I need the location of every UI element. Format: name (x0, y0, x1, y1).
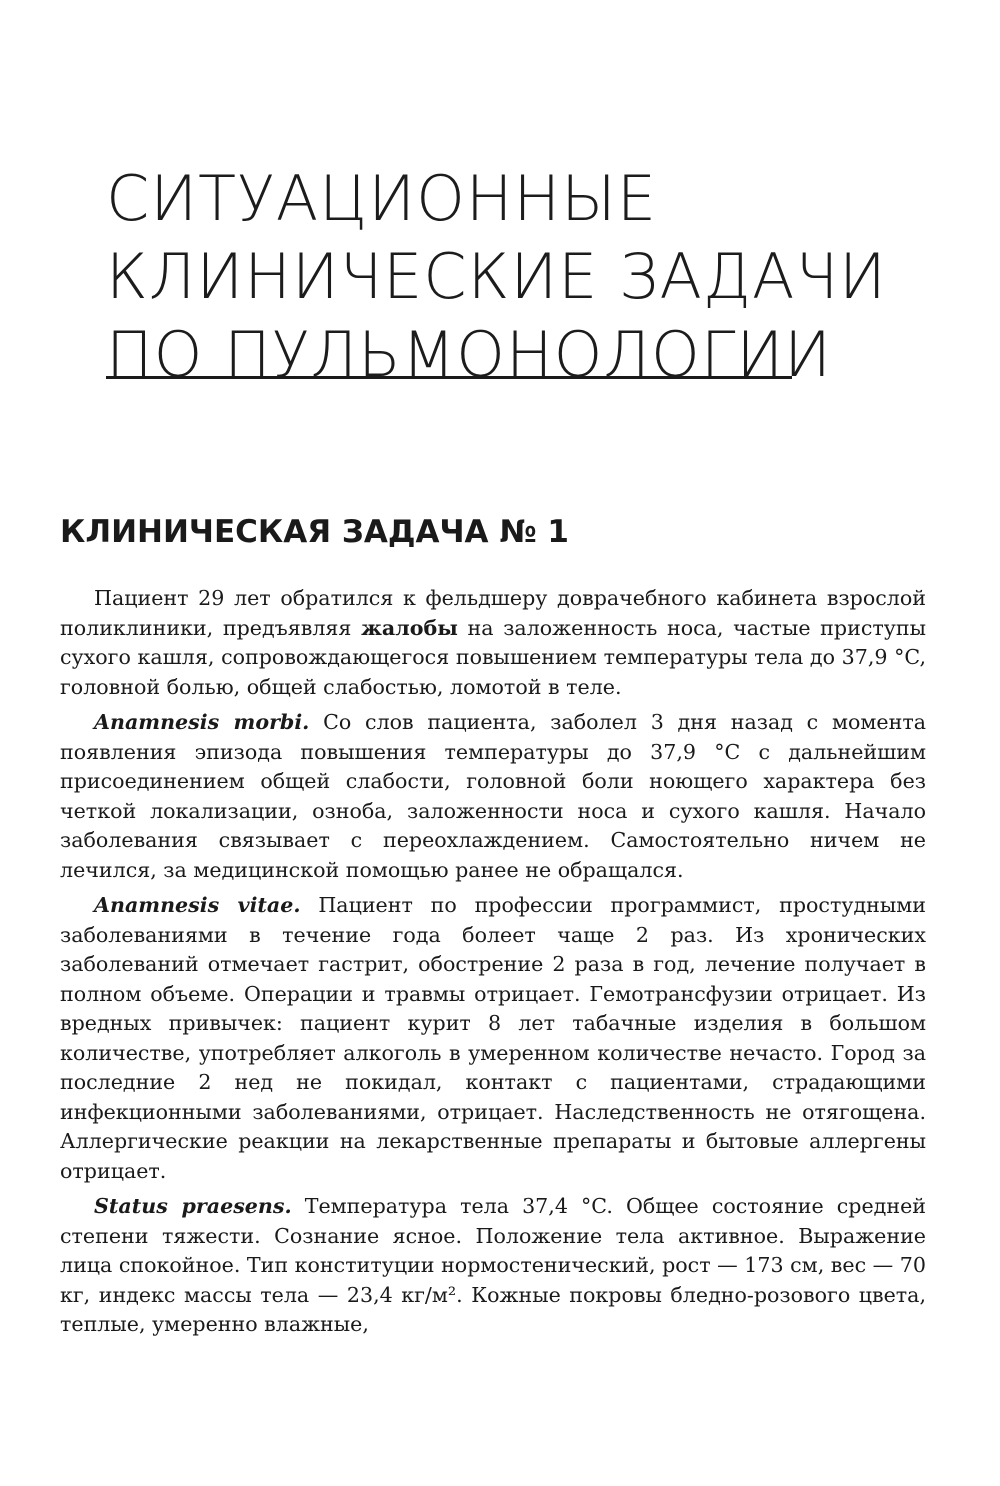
complaints-text-end: на заложенность носа, частые приступы сухого кашля, сопровождающегося повышением температуры тела до 37,9 °C, головной болью, общей слабостью, ломотой в теле. (60, 615, 926, 699)
anamnesis-morbi-term: Anamnesis morbi. (94, 710, 310, 734)
chapter-title-line-2: КЛИНИЧЕСКИЕ ЗАДАЧИ (106, 240, 887, 313)
task-body (60, 584, 926, 1346)
complaints-paragraph (60, 584, 926, 702)
chapter-title (106, 160, 886, 394)
title-underline-divider (106, 376, 792, 379)
chapter-title-line-1: СИТУАЦИОННЫЕ (106, 162, 658, 235)
anamnesis-vitae-term: Anamnesis vitae. (94, 893, 301, 917)
status-praesens-term: Status praesens. (94, 1194, 292, 1218)
anamnesis-morbi-paragraph (60, 708, 926, 885)
status-praesens-paragraph (60, 1192, 926, 1340)
anamnesis-vitae-text: Пациент по профессии программист, простудными заболеваниями в течение года болеет чаще 2 раз. Из хронических заболеваний отмечает гастрит, обострение 2 раза в год, лечение получает в полном объеме. Операции и травмы отрицает. Гемотрансфузии отрицает. Из вредных привычек: пациент курит 8 лет табачные изделия в большом количестве, употребляет алкоголь в умеренном количестве нечасто. Город за последние 2 нед не покидал, контакт с пациентами, страдающими инфекционными заболеваниями, отрицает. Наследственность не отягощена. Аллергические реакции на лекарственные препараты и бытовые аллергены отрицает. (60, 893, 927, 1183)
complaints-keyword: жалобы (361, 615, 458, 640)
complaints-text-start: Пациент 29 лет обратился к фельдшеру доврачебного кабинета взрослой поликлиники, предъявляя (60, 586, 926, 640)
task-heading: КЛИНИЧЕСКАЯ ЗАДАЧА № 1 (60, 514, 570, 550)
anamnesis-morbi-text: Со слов пациента, заболел 3 дня назад с момента появления эпизода повышения температуры до 37,9 °C с дальнейшим присоединением общей слабости, головной боли ноющего характера без четкой локализации, озноба, заложенности носа и сухого кашля. Начало заболевания связывает с переохлаждением. Самостоятельно ничем не лечился, за медицинской помощью ранее не обращался. (60, 710, 926, 882)
status-praesens-text: Температура тела 37,4 °C. Общее состояние средней степени тяжести. Сознание ясное. Положение тела активное. Выражение лица спокойное. Тип конституции нормостенический, рост — 173 см, вес — 70 кг, индекс массы тела — 23,4 кг/м². Кожные покровы бледно-розового цвета, теплые, умеренно влажные, (60, 1194, 927, 1336)
chapter-title-line-3: ПО ПУЛЬМОНОЛОГИИ (106, 318, 832, 391)
anamnesis-vitae-paragraph (60, 891, 926, 1186)
